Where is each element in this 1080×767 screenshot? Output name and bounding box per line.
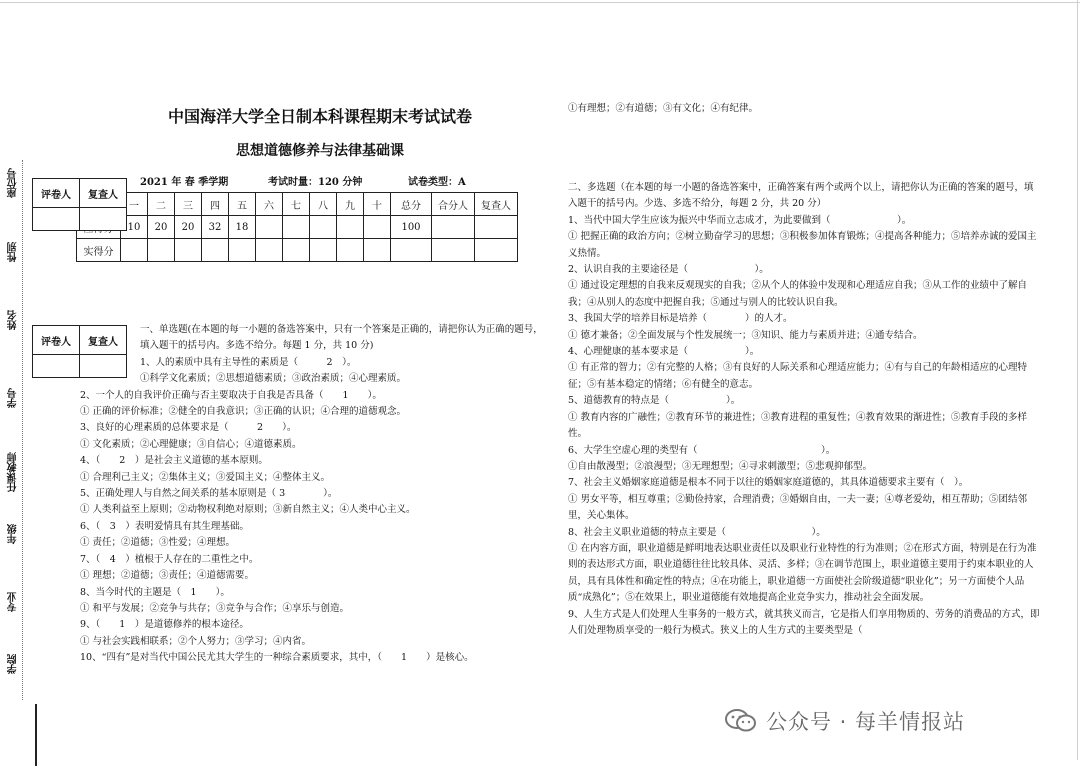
- score-cell: 20: [175, 216, 202, 239]
- options: ① 把握正确的政治方向；②树立勤奋学习的思想；③积极参加体育锻炼；④提高各种能力；⑤培养赤诚的爱国主义热情。: [568, 231, 1037, 259]
- question: 6、大学生空虚心理的类型有（ ）。: [568, 444, 836, 456]
- score-header-cell: 总分: [391, 193, 432, 216]
- question: 5、道德教育的特点是（ ）。: [568, 395, 741, 407]
- binding-line: [22, 160, 23, 700]
- exam-title: 中国海洋大学全日制本科课程期末考试试卷: [167, 107, 472, 126]
- question: 7、（ 4 ）植根于人存在的二重性之中。: [80, 553, 259, 565]
- score-cell: [475, 216, 518, 239]
- score-cell: [337, 216, 364, 239]
- wechat-watermark: [724, 706, 965, 736]
- score-header-cell: 一: [121, 193, 148, 216]
- score-header-cell: 八: [310, 193, 337, 216]
- question: 8、社会主义职业道德的特点主要是（ ）。: [568, 526, 826, 538]
- score-cell: [364, 216, 391, 239]
- duration: 考试时量：120 分钟: [268, 177, 363, 188]
- side-label-name: 姓名: [8, 310, 19, 330]
- side-label-teacher: 任课教师: [8, 452, 19, 492]
- options: ① 教育内容的广融性；②教育环节的兼进性；③教育进程的重复性；④教育效果的渐进性；⑤教育手段的多样性。: [568, 411, 1028, 440]
- score-header-cell: 复查人: [475, 193, 518, 216]
- continued-options: ①有理想；②有道德；③有文化；④有纪律。: [568, 103, 759, 114]
- options: ① 有正常的智力；②有完整的人格；③有良好的人际关系和心理适应能力；④有与自己的年龄相适应的心理特征；⑤有基本稳定的情绪；⑥有健全的意志。: [568, 362, 1028, 390]
- score-table: [76, 192, 518, 262]
- course-title: 思想道德修养与法律基础课: [236, 143, 404, 159]
- score-cell: [283, 216, 310, 239]
- question: 8、当今时代的主题是（ 1 ）。: [80, 586, 230, 598]
- options: ① 和平与发展；②竞争与共存；③竞争与合作；④享乐与创造。: [80, 602, 350, 614]
- watermark-text: 公众号 · 每羊情报站: [766, 710, 966, 734]
- question: 7、社会主义婚姻家庭道德是根本不同于以往的婚姻家庭道德的，其具体道德要求主要有（ ）。: [568, 477, 969, 489]
- score-header-cell: 七: [283, 193, 310, 216]
- section-heading: 一、单选题(在本题的每一小题的备选答案中，只有一个答案是正确的，请把你认为正确的题号，填入题干的括号内。多选不给分。每题 1 分，共 10 分): [140, 324, 543, 352]
- single-choice-section: [80, 322, 550, 667]
- score-table-actual-row: [77, 239, 518, 262]
- score-cell: [432, 216, 475, 239]
- side-label-grade: 年级: [8, 524, 19, 544]
- options: ① 在内容方面，职业道德是鲜明地表达职业责任以及职业行业特性的行为准则；②在形式方面，特别是在行为准则的表达形式方面，职业道德往往比较具体、灵活、多样；③在调节范围上，职业道德主要用于约束本职业的人员，具有具体性和确定性的特点；④在功能上，职业道德一方面使社会阶级道德“职业化”；另一方面使个人品质“成熟化”；⑤在效果上，职业道德能有效地提高企业竞争实力，推动社会全面发展。: [568, 542, 1037, 604]
- question: 1、当代中国大学生应该为振兴中华而立志成才，为此要做到（ ）。: [568, 214, 912, 226]
- section-heading: 二、多选题（在本题的每一小题的备选答案中，正确答案有两个或两个以上，请把你认为正确的答案的题号，填入题干的括号内。少选、多选不给分，每题 2 分，共 20 分）: [568, 182, 1034, 210]
- options: ① 男女平等，相互尊重；②勤俭持家，合理消费；③婚姻自由，一夫一妻；④尊老爱幼，相互帮助；⑤团结邻里，关心集体。: [568, 493, 1028, 522]
- score-cell: [310, 216, 337, 239]
- reviewer-label: 复查人: [80, 326, 127, 355]
- question: 2、认识自我的主要途径是（ ）。: [568, 264, 769, 276]
- score-header-cell: 十: [364, 193, 391, 216]
- score-header-cell: 二: [148, 193, 175, 216]
- paper-type: 试卷类型：A: [408, 177, 466, 188]
- page-border-right: [1077, 0, 1078, 760]
- side-label-gender: 性别: [8, 242, 19, 262]
- score-header-cell: 四: [202, 193, 229, 216]
- question: 4、心理健康的基本要求是（ ）。: [568, 346, 760, 358]
- question: 9、（ 1 ）是道德修养的根本途径。: [80, 619, 249, 631]
- options: ① 文化素质；②心理健康；③自信心；④道德素质。: [80, 438, 302, 450]
- question: 3、我国大学的培养目标是培养（ ）的人才。: [568, 313, 793, 325]
- score-header-cell: 九: [337, 193, 364, 216]
- grader-label: 评卷人: [33, 326, 80, 355]
- options: ① 德才兼备；②全面发展与个性发展统一；③知识、能力与素质并进；④通专结合。: [568, 329, 923, 341]
- question: 2、一个人的自我评价正确与否主要取决于自我是否具备（ 1 ）。: [80, 389, 382, 401]
- options: ① 合理利己主义；②集体主义；③爱国主义；④整体主义。: [80, 471, 331, 483]
- score-cell: 18: [229, 216, 256, 239]
- score-cell: 32: [202, 216, 229, 239]
- options: ① 通过设定理想的自我来反观现实的自我；②从个人的体验中发现和心理适应自我；③从工作的业绩中了解自我；④从别人的态度中把握自我；⑤通过与别人的比较认识自我。: [568, 280, 1028, 308]
- side-label-seat: 座位号: [8, 168, 19, 198]
- semester: 2021 年 春 季学期: [140, 177, 229, 188]
- question: 10、“四有”是对当代中国公民尤其大学生的一种综合素质要求，其中，（ 1 ）是核心。: [80, 652, 474, 664]
- question: 5、正确处理人与自然之间关系的基本原则是（ 3 ）。: [80, 488, 338, 500]
- question: 6、（ 3 ）表明爱情具有其生理基础。: [80, 520, 249, 532]
- options: ① 理想；②道德；③责任；④道德需要。: [80, 570, 255, 582]
- options: ① 责任；②道德；③性爱；④理想。: [80, 537, 236, 549]
- binding-mark: [35, 704, 37, 766]
- side-label-student-id: 学号: [8, 388, 19, 408]
- score-header-cell: 五: [229, 193, 256, 216]
- question: 9、人生方式是人们处理人生事务的一般方式，就其狭义而言，它是指人们享用物质的、劳务的消费品的方式，即人们处理物质享受的一般行为模式。狭义上的人生方式的主要类型是（: [568, 608, 1040, 636]
- grader-label: 评卷人: [33, 179, 80, 208]
- side-label-college: 学院: [8, 654, 19, 674]
- options: ① 人类利益至上原则；②动物权利绝对原则；③新自然主义；④人类中心主义。: [80, 504, 416, 516]
- reviewer-label: 复查人: [80, 179, 127, 208]
- score-cell: 20: [148, 216, 175, 239]
- question: 1、人的素质中具有主导性的素质是（ 2 ）。: [140, 356, 357, 368]
- score-header-cell: 六: [256, 193, 283, 216]
- options: ① 正确的评价标准；②健全的自我意识；③正确的认识；④合理的道德观念。: [80, 406, 407, 418]
- page-border-top: [0, 2, 1080, 3]
- side-label-major: 专业: [8, 592, 19, 612]
- question: 3、良好的心理素质的总体要求是（ 2 ）。: [80, 422, 297, 434]
- wechat-icon: [724, 708, 758, 734]
- score-row-label: 实得分: [77, 239, 121, 262]
- score-cell: [256, 216, 283, 239]
- options: ① 与社会实践相联系；②个人努力；③学习；④内省。: [80, 635, 312, 647]
- score-header-cell: 三: [175, 193, 202, 216]
- options: ①科学文化素质；②思想道德素质；③政治素质；④心理素质。: [140, 373, 407, 385]
- grader-box-top: [32, 178, 127, 231]
- question: 4、（ 2 ）是社会主义道德的基本原则。: [80, 455, 268, 467]
- score-table-expected-row: [77, 216, 518, 239]
- score-cell: 100: [391, 216, 432, 239]
- score-header-cell: 合分人: [432, 193, 475, 216]
- options: ①自由散漫型；②浪漫型；③无理想型；④寻求刺激型；⑤悲观抑郁型。: [568, 460, 873, 472]
- score-table-header-row: [77, 193, 518, 216]
- multiple-choice-section: [568, 180, 1040, 639]
- score-cell: 10: [121, 216, 148, 239]
